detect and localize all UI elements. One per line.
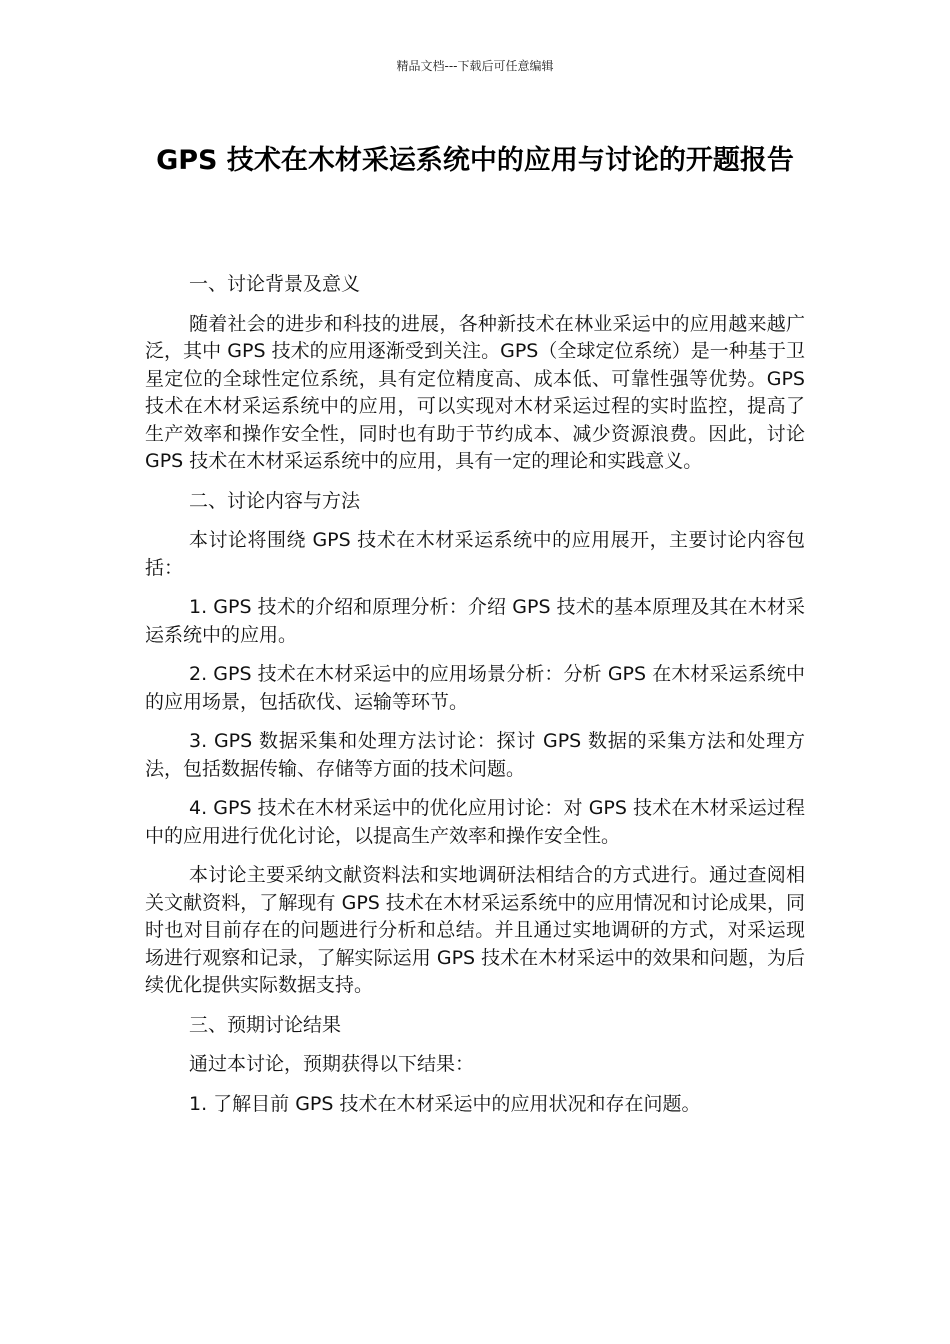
list-item: 1. GPS 技术的介绍和原理分析：介绍 GPS 技术的基本原理及其在木材采运系统中的应用。 [145,596,805,646]
page-header-note: 精品文档---下载后可任意编辑 [396,59,554,73]
list-item: 2. GPS 技术在木材采运中的应用场景分析：分析 GPS 在木材采运系统中的应用场景，包括砍伐、运输等环节。 [145,663,805,713]
section-heading-expected-results: 三、预期讨论结果 [189,1013,342,1036]
section-heading-content-method: 二、讨论内容与方法 [189,489,361,512]
document-body [145,271,805,1130]
paragraph-results-intro: 通过本讨论，预期获得以下结果： [189,1053,475,1075]
section-heading-background: 一、讨论背景及意义 [189,273,361,295]
list-item: 1. 了解目前 GPS 技术在木材采运中的应用状况和存在问题。 [189,1092,701,1115]
paragraph-content-intro: 本讨论将围绕 GPS 技术在木材采运系统中的应用展开，主要讨论内容包括： [145,529,805,579]
list-item: 3. GPS 数据采集和处理方法讨论：探讨 GPS 数据的采集方法和处理方法，包括数据传输、存储等方面的技术问题。 [145,730,805,780]
paragraph-method: 本讨论主要采纳文献资料法和实地调研法相结合的方式进行。通过查阅相关文献资料，了解现有 GPS 技术在木材采运系统中的应用情况和讨论成果，同时也对目前存在的问题进行分析和总结。并且通过实地调研的方式，对采运现场进行观察和记录，了解实际运用 GPS 技术在木材采运中的效果和问题，为后续优化提供实际数据支持。 [145,864,805,996]
document-title: GPS 技术在木材采运系统中的应用与讨论的开题报告 [156,145,794,176]
list-item: 4. GPS 技术在木材采运中的优化应用讨论：对 GPS 技术在木材采运过程中的应用进行优化讨论，以提高生产效率和操作安全性。 [145,797,805,847]
paragraph-background: 随着社会的进步和科技的进展，各种新技术在林业采运中的应用越来越广泛，其中 GPS 技术的应用逐渐受到关注。GPS（全球定位系统）是一种基于卫星定位的全球性定位系统，具有定位精度高、成本低、可靠性强等优势。GPS 技术在木材采运系统中的应用，可以实现对木材采运过程的实时监控，提高了生产效率和操作安全性，同时也有助于节约成本、减少资源浪费。因此，讨论 GPS 技术在木材采运系统中的应用，具有一定的理论和实践意义。 [145,312,805,472]
